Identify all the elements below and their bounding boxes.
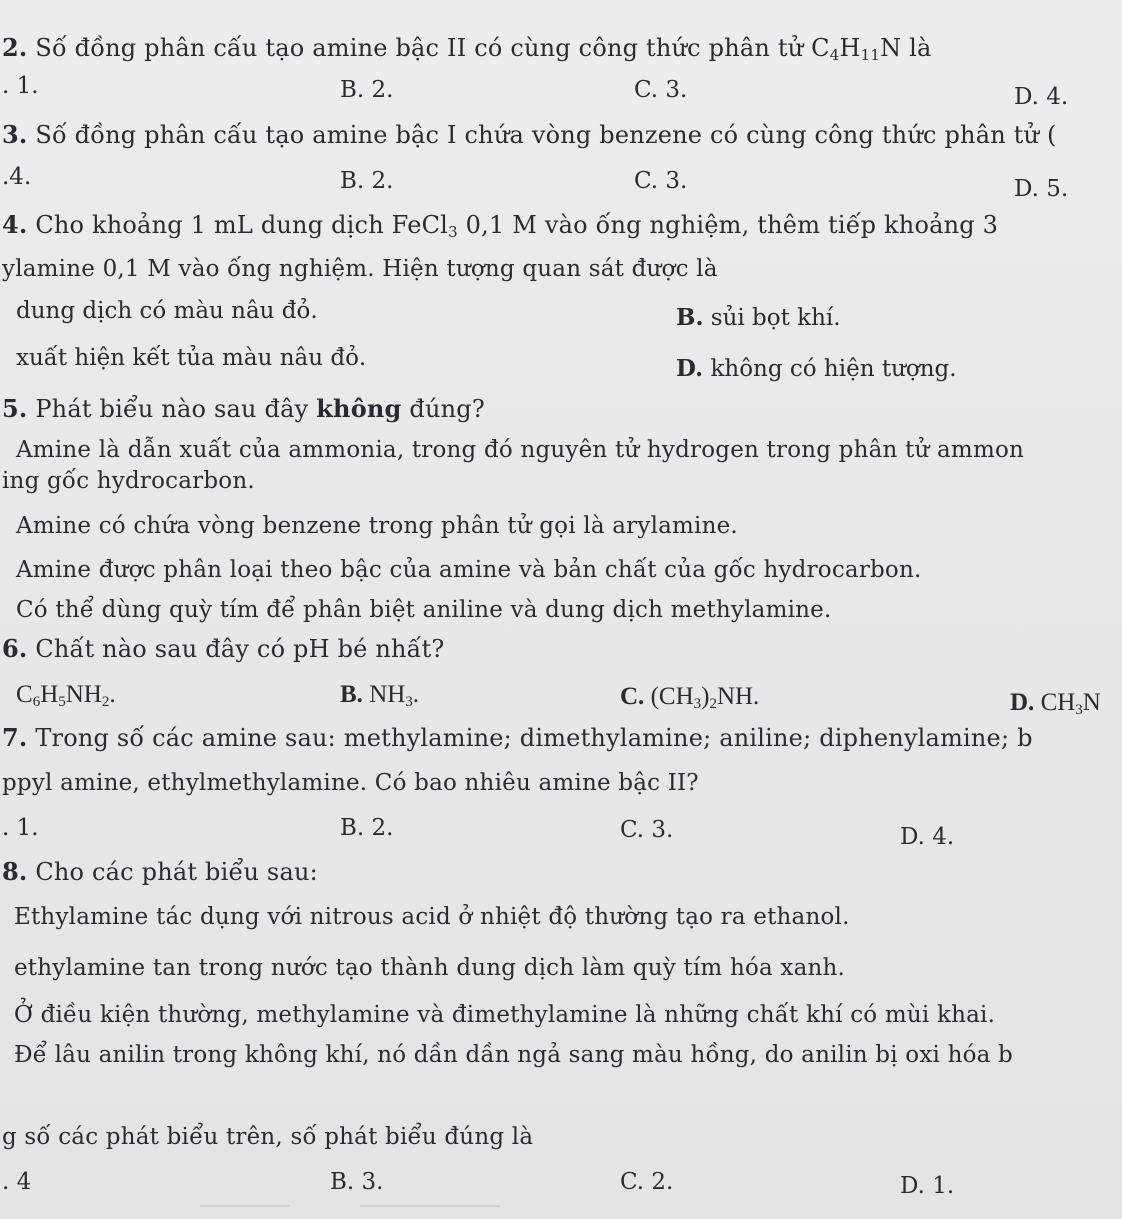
q6-number: 6.: [2, 634, 28, 663]
q7-option-c: C. 3.: [620, 817, 674, 843]
bottom-scuff-mark: [200, 1205, 290, 1217]
q8-option-c: C. 2.: [620, 1169, 674, 1195]
q3-option-d: D. 5.: [1014, 176, 1069, 202]
q5-emphasis: không: [316, 394, 402, 423]
q2-number: 2.: [2, 33, 28, 62]
q6-option-c: C. $(CH_3)_2NH$.: [620, 683, 760, 712]
q7-stem-line1: 7. Trong số các amine sau: methylamine; dimethylamine; aniline; diphenylamine; b: [2, 723, 1033, 752]
q7-option-d: D. 4.: [900, 824, 955, 850]
q3-option-a: .4.: [2, 164, 32, 190]
q8-option-a: . 4: [2, 1169, 32, 1195]
q5-statement-2: Amine có chứa vòng benzene trong phân tử gọi là arylamine.: [16, 513, 738, 539]
q5-statement-4: Có thể dùng quỳ tím để phân biệt aniline và dung dịch methylamine.: [16, 597, 832, 623]
q8-conclusion: g số các phát biểu trên, số phát biểu đúng là: [2, 1124, 534, 1150]
q2-stem: 2. Số đồng phân cấu tạo amine bậc II có cùng công thức phân tử $C_4H_{11}N$ là: [2, 33, 932, 64]
q6-stem: 6. Chất nào sau đây có pH bé nhất?: [2, 634, 445, 663]
q4-stem-line1: 4. Cho khoảng 1 mL dung dịch FeCl$_3$ 0,1 M vào ống nghiệm, thêm tiếp khoảng 3: [2, 210, 999, 241]
q8-option-d: D. 1.: [900, 1173, 955, 1199]
q6-option-a: $C_6H_5NH_2$.: [16, 681, 116, 710]
q3-option-b: B. 2.: [340, 168, 394, 194]
q5-statement-1a: Amine là dẫn xuất của ammonia, trong đó nguyên tử hydrogen trong phân tử ammon: [16, 437, 1025, 463]
q3-stem: 3. Số đồng phân cấu tạo amine bậc I chứa vòng benzene có cùng công thức phân tử (: [2, 120, 1057, 149]
q5-statement-3: Amine được phân loại theo bậc của amine và bản chất của gốc hydrocarbon.: [16, 557, 922, 583]
q7-option-a: . 1.: [2, 815, 39, 841]
q5-statement-1b: ing gốc hydrocarbon.: [2, 468, 255, 494]
q8-number: 8.: [2, 857, 28, 886]
q4-number: 4.: [2, 210, 28, 239]
q6-option-b: B. $NH_3$.: [340, 681, 420, 710]
q4-option-c: xuất hiện kết tủa màu nâu đỏ.: [16, 345, 367, 371]
q4-stem-line2: ylamine 0,1 M vào ống nghiệm. Hiện tượng quan sát được là: [2, 256, 718, 282]
q2-option-a: . 1.: [2, 73, 39, 99]
q7-stem-line2: ppyl amine, ethylmethylamine. Có bao nhiêu amine bậc II?: [2, 770, 699, 796]
q4-option-b: B. sủi bọt khí.: [676, 304, 841, 331]
q8-option-b: B. 3.: [330, 1169, 384, 1195]
q4-option-a: dung dịch có màu nâu đỏ.: [16, 298, 318, 324]
q7-option-b: B. 2.: [340, 815, 394, 841]
q8-stem: 8. Cho các phát biểu sau:: [2, 857, 318, 886]
q5-number: 5.: [2, 394, 28, 423]
q5-stem: 5. Phát biểu nào sau đây không đúng?: [2, 394, 485, 423]
q6-option-d: D. $CH_3N$: [1010, 689, 1101, 718]
q8-statement-3: Ở điều kiện thường, methylamine và đimethylamine là những chất khí có mùi khai.: [14, 1002, 996, 1028]
q2-option-c: C. 3.: [634, 77, 688, 103]
q8-statement-2: ethylamine tan trong nước tạo thành dung dịch làm quỳ tím hóa xanh.: [14, 955, 846, 981]
q8-statement-1: Ethylamine tác dụng với nitrous acid ở nhiệt độ thường tạo ra ethanol.: [14, 904, 850, 930]
q4-option-d: D. không có hiện tượng.: [676, 355, 957, 382]
q3-number: 3.: [2, 120, 28, 149]
q2-option-b: B. 2.: [340, 77, 394, 103]
q3-option-c: C. 3.: [634, 168, 688, 194]
q7-number: 7.: [2, 723, 28, 752]
q8-statement-4: Để lâu anilin trong không khí, nó dần dần ngả sang màu hồng, do anilin bị oxi hóa b: [14, 1042, 1013, 1068]
bottom-scuff-mark: [360, 1205, 500, 1217]
q2-option-d: D. 4.: [1014, 84, 1069, 110]
